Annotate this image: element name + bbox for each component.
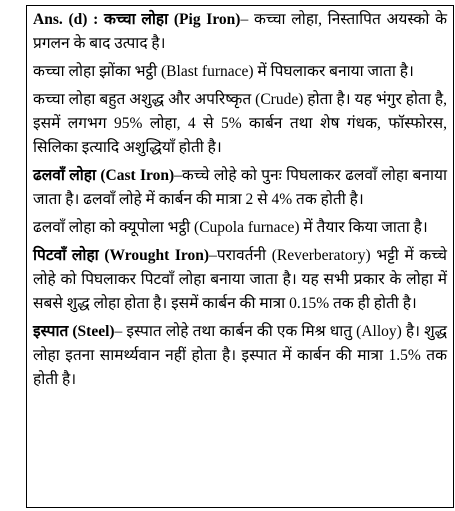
text-cupola: ढलवाँ लोहा को क्यूपोला भट्ठी (Cupola furnace) में तैयार किया जाता है।: [33, 219, 428, 236]
paragraph-crude: [33, 88, 447, 160]
heading-steel: इस्पात (Steel): [33, 323, 115, 340]
paragraph-steel: [33, 320, 447, 392]
text-blast-furnace: कच्चा लोहा झोंका भट्ठी (Blast furnace) में पिघलाकर बनाया जाता है।: [33, 63, 414, 80]
heading-wrought-iron: पिटवाँ लोहा (Wrought Iron): [33, 247, 210, 264]
paragraph-pig-iron: [33, 8, 447, 56]
text-pig-iron: – कच्चा लोहा, निस्तापित अयस्को के प्रगलन के बाद उत्पाद है।: [33, 11, 447, 52]
paragraph-wrought-iron: [33, 244, 447, 316]
text-cast-iron: –कच्चे लोहे को पुनः पिघलाकर ढलवाँ लोहा बनाया जाता है। ढलवाँ लोहे में कार्बन की मात्रा 2 से 4% तक होती है।: [33, 167, 448, 208]
text-wrought-iron: –परावर्तनी (Reverberatory) भट्टी में कच्चे लोहे को पिघलाकर पिटवाँ लोहा बनाया जाता है। यह सभी प्रकार के लोहा में सबसे शुद्ध लोहा होता है। इसमें कार्बन की मात्रा 0.15% तक ही होती है।: [33, 247, 447, 312]
paragraph-cast-iron: [33, 164, 447, 212]
heading-pig-iron: Ans. (d) : कच्चा लोहा (Pig Iron): [33, 11, 241, 28]
text-steel: – इस्पात लोहे तथा कार्बन की एक मिश्र धातु (Alloy) है। शुद्ध लोहा इतना सामर्थ्यवान नहीं होता है। इस्पात में कार्बन की मात्रा 1.5% तक होती है।: [33, 323, 447, 388]
answer-box: [26, 5, 454, 508]
text-crude: कच्चा लोहा बहुत अशुद्ध और अपरिष्कृत (Crude) होता है। यह भंगुर होता है, इसमें लगभग 95% लोहा, 4 से 5% कार्बन तथा शेष गंधक, फॉस्फोरस, सिलिका इत्यादि अशुद्धियाँ होती है।: [33, 91, 447, 156]
paragraph-cupola: [33, 216, 447, 240]
heading-cast-iron: ढलवाँ लोहा (Cast Iron): [33, 167, 175, 184]
paragraph-blast-furnace: [33, 60, 447, 84]
